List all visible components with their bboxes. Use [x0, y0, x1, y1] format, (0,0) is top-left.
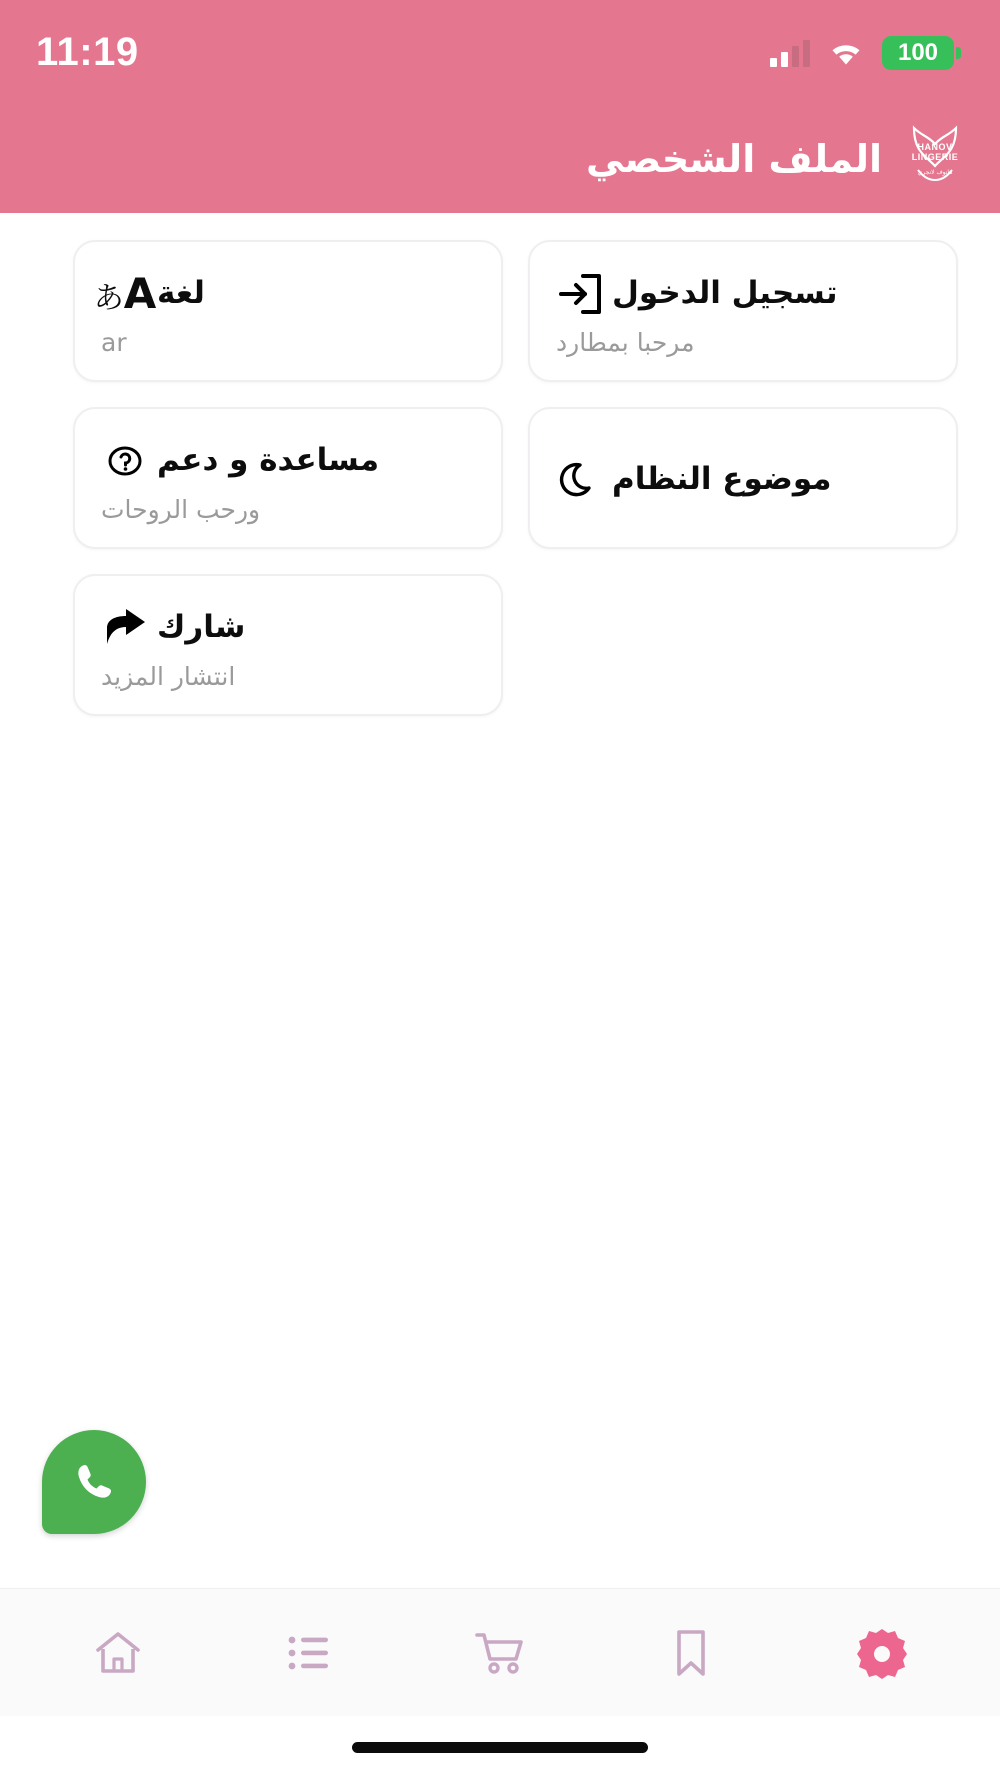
card-help-support-head — [99, 435, 379, 487]
card-help-support-title: مساعدة و دعم — [157, 442, 380, 479]
card-language[interactable] — [73, 240, 503, 382]
card-share-subtitle: انتشار المزيد — [101, 662, 236, 691]
brand-subname: LINGERIE — [911, 151, 959, 162]
card-language-head — [93, 268, 205, 320]
whatsapp-button[interactable] — [42, 1430, 146, 1534]
share-arrow-icon — [99, 602, 151, 654]
cart-icon — [471, 1626, 529, 1680]
wifi-icon — [826, 38, 866, 68]
card-share[interactable] — [73, 574, 503, 716]
card-share-title: شارك — [157, 609, 246, 646]
battery-level: 100 — [897, 38, 939, 66]
card-system-theme-title: موضوع النظام — [612, 461, 832, 498]
battery-indicator — [882, 36, 954, 70]
nav-item-cart[interactable] — [445, 1598, 555, 1708]
nav-item-categories[interactable] — [254, 1598, 364, 1708]
language-icon: A あ — [93, 269, 157, 318]
card-share-head — [99, 602, 245, 654]
nav-item-bookmarks[interactable] — [636, 1598, 746, 1708]
status-indicators — [770, 36, 954, 70]
card-language-title: لغة — [157, 275, 205, 312]
brand-tagline: هانوف لانجري — [917, 168, 953, 176]
card-login[interactable] — [528, 240, 958, 382]
app-bar — [0, 105, 1000, 213]
nav-item-settings[interactable] — [827, 1598, 937, 1708]
bottom-navigation — [0, 1588, 1000, 1716]
whatsapp-icon — [65, 1453, 123, 1511]
card-system-theme[interactable] — [528, 407, 958, 549]
page-title: الملف الشخصي — [585, 137, 882, 181]
moon-icon — [554, 454, 606, 506]
gear-icon — [852, 1624, 912, 1682]
card-system-theme-head — [554, 454, 831, 506]
brand-name: HANOV — [917, 141, 953, 152]
status-time: 11:19 — [36, 30, 139, 74]
card-login-title: تسجيل الدخول — [612, 275, 838, 312]
card-help-support-subtitle: ورحب الروحات — [101, 495, 261, 524]
bookmark-icon — [668, 1624, 714, 1682]
nav-item-home[interactable] — [63, 1598, 173, 1708]
brand-logo-icon — [904, 122, 966, 196]
home-indicator[interactable] — [352, 1742, 648, 1753]
card-login-subtitle: مرحبا بمطارد — [556, 328, 695, 357]
status-bar — [0, 0, 1000, 105]
content-area — [0, 213, 1000, 1588]
question-mark-icon — [99, 435, 151, 487]
login-arrow-icon — [554, 268, 606, 320]
home-icon — [90, 1626, 146, 1680]
settings-card-grid — [42, 240, 958, 716]
card-language-subtitle: ar — [101, 328, 127, 357]
card-login-head — [554, 268, 838, 320]
list-icon — [282, 1628, 336, 1678]
home-indicator-area — [0, 1716, 1000, 1778]
card-help-support[interactable] — [73, 407, 503, 549]
cellular-signal-icon — [770, 39, 810, 67]
